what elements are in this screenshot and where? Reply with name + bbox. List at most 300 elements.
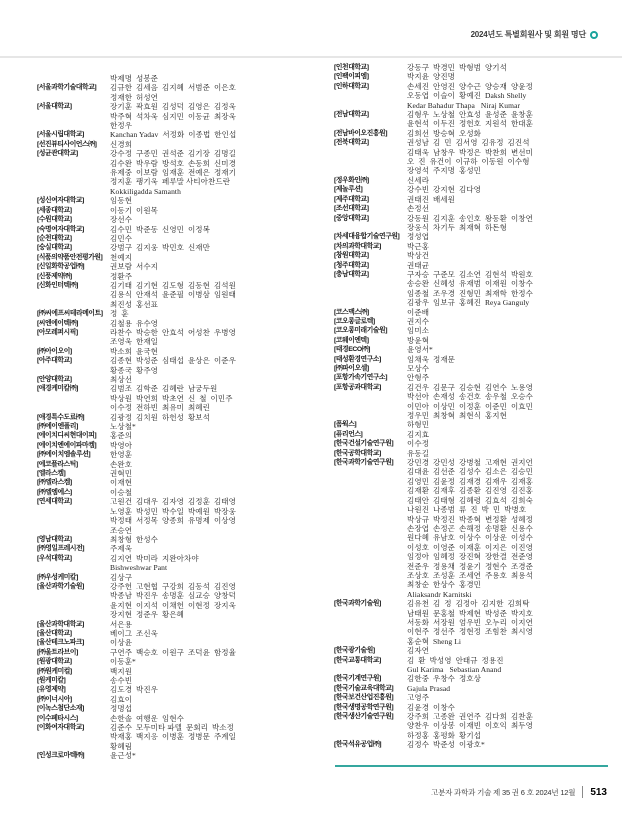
member-entry — [37, 234, 322, 243]
member-names — [407, 317, 607, 326]
organization-label: [정우화인㈜] — [334, 176, 369, 184]
footer-divider — [582, 786, 583, 798]
organization-label: [씨엔에이텍㈜] — [37, 319, 78, 327]
member-names — [110, 751, 322, 760]
organization-label: [한국기술교육대학교] — [334, 684, 394, 692]
member-names-line: 박소희 윤국현 — [110, 346, 159, 356]
member-names-line: 고원건 김대우 김자영 김정훈 김태영 — [110, 497, 236, 507]
member-names — [110, 620, 322, 629]
member-names-line: 주제욱 — [110, 544, 133, 554]
member-names — [110, 469, 322, 478]
member-names — [407, 345, 607, 354]
member-entry — [334, 430, 607, 439]
member-names-line: 강수빈 강지현 김다영 — [407, 185, 482, 195]
member-names-line: 신세라 — [407, 175, 430, 185]
page-footer — [431, 786, 607, 798]
member-names-line: 라찬수 박승한 안효석 어성찬 우병영 — [110, 327, 236, 337]
member-names — [407, 458, 607, 599]
member-entry — [37, 723, 322, 751]
organization-label: [에코플라스틱] — [37, 460, 78, 468]
member-names-line: 장선수 — [110, 215, 133, 225]
member-entry — [37, 431, 322, 440]
organization-label: [한국교통대학교] — [334, 656, 381, 664]
organization-label: [조선대학교] — [334, 205, 369, 213]
member-names-line: 정지훈 팽기욱 페루말 사티아찬드란 — [110, 177, 231, 187]
member-names — [110, 714, 322, 723]
member-names-line: 구연주 백승호 이원구 조덕윤 함정율 — [110, 647, 236, 657]
member-entry — [334, 214, 607, 233]
member-names-line: 김도경 박진우 — [110, 685, 159, 695]
member-names-line: 이성호 이영준 이재훈 이지은 이진영 — [407, 542, 533, 552]
member-names — [407, 270, 607, 308]
organization-label: [㈜에이엔폴리] — [37, 423, 78, 431]
member-names-line: 권태균 — [407, 260, 430, 270]
member-names-line: 김규한 김세음 김지혜 서범준 이은호 — [110, 83, 236, 93]
organization-label: [이수페타시스] — [37, 714, 78, 722]
member-entry — [334, 232, 607, 241]
member-entry — [334, 185, 607, 194]
member-names-line: 박정태 서정목 양종희 유명제 이상영 — [110, 516, 236, 526]
member-names-line: 손장엽 손정곤 손해정 송명환 신용수 — [407, 523, 533, 533]
member-names-line: 강주희 고종완 권연주 김다희 김찬훈 — [407, 712, 533, 722]
member-names-line: 김수완 박우람 방석호 손동희 신미경 — [110, 158, 236, 168]
member-names-line: 임미소 — [407, 326, 430, 336]
member-names — [407, 703, 607, 712]
member-names-line: 박선아 손재성 송건호 송우철 오승수 — [407, 392, 533, 402]
member-entry — [37, 74, 322, 83]
member-names-line: 김효이 — [110, 694, 133, 704]
member-entry — [334, 373, 607, 382]
section-end-rule — [335, 765, 608, 767]
member-names — [407, 355, 607, 364]
organization-label: [우석대학교] — [37, 554, 72, 562]
member-names — [110, 102, 322, 130]
member-entry — [37, 714, 322, 723]
member-entry — [37, 497, 322, 535]
member-names — [110, 74, 322, 83]
member-entry — [334, 308, 607, 317]
member-names-line: 장영석 주지명 홍성민 — [407, 166, 482, 176]
member-names-line: 강민경 강민성 강병철 고재현 권지언 — [407, 458, 533, 468]
organization-label: [식품의약품안전평가원] — [37, 253, 103, 261]
member-entry — [334, 110, 607, 129]
member-names-line: 박지윤 양진명 — [407, 72, 456, 82]
page-header — [0, 0, 622, 58]
organization-label: [에이치엔에이파마켐] — [37, 441, 97, 449]
organization-label: [㈜엘엠에스] — [37, 488, 72, 496]
member-names-line: 서은용 — [110, 619, 133, 629]
member-names-line: 이재현 — [110, 478, 133, 488]
member-names — [407, 195, 607, 204]
organization-label: [한국과학기술연구원] — [334, 459, 394, 467]
member-names-line: 박제명 성봉준 — [110, 74, 159, 83]
organization-label: [한국석유공업㈜] — [334, 741, 382, 749]
organization-label: [폼웍스] — [334, 421, 357, 429]
member-entry — [37, 384, 322, 412]
member-names-line: 장기훈 곽효원 김성덕 김영은 김정욱 — [110, 102, 236, 112]
organization-label: [신풍제약㈜] — [37, 272, 72, 280]
organization-label: [포항가속기연구소] — [334, 374, 388, 382]
member-names-line: 권성남 김 민 김서영 김유정 김진석 — [407, 138, 530, 148]
member-names — [110, 83, 322, 102]
organization-label: [인천대학교] — [334, 64, 369, 71]
organization-label: [서울과학기술대학교] — [37, 84, 97, 92]
member-names — [110, 478, 322, 487]
organization-label: [숙명여자대학교] — [37, 225, 84, 233]
organization-label: [중앙대학교] — [334, 214, 369, 222]
organization-label: [애경특수도료㈜] — [37, 413, 85, 421]
member-names — [407, 439, 607, 448]
member-names-line: Kanchan Yadav 서정화 이종법 한인섭 — [110, 130, 237, 140]
member-names — [110, 431, 322, 440]
member-list-column-right — [334, 63, 607, 761]
member-entry — [37, 544, 322, 553]
member-names-line: 박종남 박진우 송명훈 심교승 양창덕 — [110, 591, 236, 601]
member-entry — [334, 674, 607, 683]
footer-journal-title: 고분자 과학과 기술 제 35 권 6 호 2024년 12월 — [431, 787, 576, 797]
member-names-line: 신경희 — [110, 139, 133, 149]
member-names — [110, 149, 322, 196]
organization-label: [울산대학교] — [37, 629, 72, 637]
member-names-line: 윤지현 이지석 이채헌 이현정 장지욱 — [110, 600, 236, 610]
member-entry — [37, 149, 322, 196]
member-names-line: 박상건 — [407, 251, 430, 261]
member-entry — [37, 695, 322, 704]
organization-label: [㈜울트라브이] — [37, 648, 78, 656]
member-entry — [37, 272, 322, 281]
member-names — [407, 449, 607, 458]
member-names — [407, 204, 607, 213]
organization-label: [유영제약] — [37, 686, 66, 694]
member-entry — [37, 460, 322, 469]
member-names-line: 오 진 유건이 이규하 이동원 이수형 — [407, 157, 530, 167]
member-names-line: Kedar Bahadur Thapa Niraj Kumar — [407, 100, 521, 110]
organization-label: [아주대학교] — [37, 357, 72, 365]
member-names-line: 안형주 — [407, 373, 430, 383]
member-names-line: 조상호 조성훈 조세연 주용호 최용석 — [407, 570, 533, 580]
member-entry — [37, 441, 322, 450]
member-names-line: 권혁민 — [110, 469, 133, 479]
member-entry — [37, 638, 322, 647]
organization-label: [태성환경연구소] — [334, 355, 381, 363]
member-names-line: 임종철 조우경 진형민 최재학 한정수 — [407, 288, 533, 298]
member-names-line: 김지효 — [407, 429, 430, 439]
member-entry — [37, 328, 322, 347]
member-names — [110, 460, 322, 469]
member-names-line: 김상구 — [110, 572, 133, 582]
organization-label: [한국과학기술원] — [334, 600, 381, 608]
member-names — [110, 243, 322, 252]
member-entry — [334, 693, 607, 702]
member-names-line: 강범구 김지웅 박민호 신재만 — [110, 243, 210, 253]
organization-label: [제놀루션] — [334, 186, 363, 194]
member-entry — [334, 458, 607, 599]
member-entry — [334, 383, 607, 421]
member-names — [110, 281, 322, 309]
organization-label: [코오롱글로텍] — [334, 317, 375, 325]
organization-label: [인팩이피엠] — [334, 73, 369, 81]
member-names-line: 나원진 나종범 류 진 박 민 박병호 — [407, 505, 527, 515]
section-marker-icon — [590, 31, 598, 39]
member-entry — [334, 712, 607, 740]
member-names-line: 김범조 김학준 김혜란 남궁두원 — [110, 384, 218, 394]
organization-label: [성신여자대학교] — [37, 197, 84, 205]
member-names-line: 방윤혁 — [407, 335, 430, 345]
member-names-line: 김희선 방승혁 오성화 — [407, 128, 482, 138]
member-names — [407, 430, 607, 439]
member-entry — [37, 243, 322, 252]
member-names-line: 김자연 — [407, 646, 430, 656]
member-entry — [334, 656, 607, 675]
member-entry — [37, 573, 322, 582]
member-names-line: 정환주 — [110, 271, 133, 281]
member-names-line: 권지수 — [407, 316, 430, 326]
organization-label: [포항공과대학교] — [334, 383, 381, 391]
member-names-line: 유제중 이보람 임재훈 전예은 정재기 — [110, 168, 236, 178]
member-names — [110, 234, 322, 243]
member-names-line: 이준배 — [407, 307, 430, 317]
member-names — [110, 140, 322, 149]
member-names-line: Bishweshwar Pant — [110, 563, 168, 573]
organization-label: [한국광기술원] — [334, 647, 375, 655]
member-names — [110, 422, 322, 431]
member-entry — [37, 262, 322, 271]
organization-label: [㈜엘라스켐] — [37, 479, 72, 487]
member-names — [110, 206, 322, 215]
member-entry — [37, 648, 322, 657]
organization-label: [전남바이오진흥원] — [334, 129, 388, 137]
organization-label: [퓨리언스] — [334, 430, 363, 438]
member-names-line: 노상철* — [110, 422, 136, 432]
member-entry — [37, 206, 322, 215]
member-names — [110, 328, 322, 347]
member-entry — [37, 535, 322, 544]
member-names-line: 양찬우 이상봉 이재빈 이호익 최두영 — [407, 721, 533, 731]
member-entry — [334, 204, 607, 213]
member-names-line: 박주혁 석차욱 심지민 이동균 최장욱 — [110, 111, 236, 121]
member-names-line: 강수정 구종민 권석준 김기장 김명길 — [110, 149, 236, 159]
member-entry — [37, 685, 322, 694]
member-names-line: 이수정 전하빈 최유미 최혜린 — [110, 403, 210, 413]
member-entry — [334, 703, 607, 712]
member-entry — [334, 176, 607, 185]
member-entry — [37, 554, 322, 573]
member-entry — [334, 261, 607, 270]
member-names-line: Gajula Prasad — [407, 683, 451, 693]
member-names-line: 임동현 — [110, 196, 133, 206]
member-names — [110, 450, 322, 459]
member-entry — [37, 676, 322, 685]
member-entry — [37, 347, 322, 356]
member-names-line: 박상규 박정진 박종혁 변정환 성혜정 — [407, 514, 533, 524]
member-entry — [37, 215, 322, 224]
member-names-line: 이승철 — [110, 487, 133, 497]
member-names-line: 권보람 서수지 — [110, 262, 159, 272]
member-names-line: 김 환 박성영 안태규 정용진 — [407, 655, 504, 665]
member-names — [110, 648, 322, 657]
member-names — [110, 554, 322, 573]
organization-label: [한국보건산업진흥원] — [334, 694, 394, 702]
member-names-line: 정우민 최창혁 최현식 홍지현 — [407, 411, 507, 421]
member-names-line: 오동엽 이슬이 황예진 Daksh Shelly — [407, 91, 527, 101]
member-names — [407, 364, 607, 373]
organization-label: [창원대학교] — [334, 252, 369, 260]
member-names-line: 서동화 서장원 엄우빈 오누리 이지연 — [407, 617, 533, 627]
member-names-line: 김기태 김기현 김도형 김동현 김석원 — [110, 280, 236, 290]
organization-label: [㈜우성케미칼] — [37, 573, 78, 581]
member-names-line: 이민아 이상민 이정훈 이준민 이효민 — [407, 401, 533, 411]
member-names-line: 윤근성* — [110, 751, 136, 761]
organization-label: [수원대학교] — [37, 216, 72, 224]
member-names-line: Aliaksandr Karnitski — [407, 589, 472, 599]
member-names-line: 김광정 김치원 하헌성 황보석 — [110, 412, 210, 422]
member-names-line: 홍준의 — [110, 431, 133, 441]
member-names-line: 김태욱 남창우 박정은 박찬희 변선미 — [407, 147, 533, 157]
member-names-line: 천예지 — [110, 252, 133, 262]
member-names — [110, 319, 322, 328]
member-entry — [334, 420, 607, 429]
member-names-line: 황종국 황주영 — [110, 365, 159, 375]
member-names-line: 이동훈* — [110, 657, 136, 667]
member-names-line: 김영민 김윤정 김재경 김재우 김재홍 — [407, 476, 533, 486]
member-names — [407, 684, 607, 693]
member-names — [407, 242, 607, 251]
member-entry — [334, 82, 607, 110]
member-names-line: 최상선 — [110, 375, 133, 384]
organization-label: [차세대융합기술연구원] — [334, 233, 400, 241]
member-entry — [37, 657, 322, 666]
member-names-line: 김재환 김재후 김종환 김진영 김진홍 — [407, 486, 533, 496]
organization-label: [신일화학공업㈜] — [37, 263, 85, 271]
organization-label: [엘라스켐] — [37, 470, 66, 478]
member-names — [407, 420, 607, 429]
member-entry — [334, 355, 607, 364]
member-names — [407, 693, 607, 702]
member-names-line: 김광우 임보규 홍혜진 Reya Ganguly — [407, 298, 530, 308]
organization-label: [순천대학교] — [37, 234, 72, 242]
organization-label: [태경ECO㈜] — [334, 346, 370, 354]
member-names-line: 권태진 배세원 — [407, 194, 456, 204]
member-names — [110, 667, 322, 676]
member-names — [110, 196, 322, 205]
organization-label: [울산과학대학교] — [37, 620, 84, 628]
organization-label: [코스맥스㈜] — [334, 308, 369, 316]
member-names — [407, 110, 607, 129]
member-entry — [37, 620, 322, 629]
organization-label: [성균관대학교] — [37, 150, 78, 158]
organization-label: [청주대학교] — [334, 261, 369, 269]
member-names — [407, 326, 607, 335]
member-entry — [37, 356, 322, 375]
member-names-line: 유동길 — [407, 448, 430, 458]
member-names — [407, 383, 607, 421]
organization-label: [영남대학교] — [37, 535, 72, 543]
organization-label: [이화여자대학교] — [37, 724, 84, 732]
member-names-line: 황혜림 — [110, 741, 133, 751]
organization-label: [충남대학교] — [334, 270, 369, 278]
member-entry — [334, 326, 607, 335]
member-names-line: 임정아 임혜정 장진혁 장한결 전준영 — [407, 552, 533, 562]
member-names-line: 홍순혁 Sheng Li — [407, 636, 462, 646]
member-names — [407, 214, 607, 233]
member-names-line: 김철용 유수영 — [110, 318, 159, 328]
member-names-line: Kokkiligadda Samanth — [110, 186, 181, 196]
member-names-line: 김수민 박준동 신영민 이정복 — [110, 224, 210, 234]
member-names-line: 박근홍 — [407, 241, 430, 251]
member-entry — [37, 413, 322, 422]
member-names — [110, 723, 322, 751]
member-names-line: 김민수 — [110, 233, 133, 243]
member-names-line: 손한솔 여행운 임현수 — [110, 713, 185, 723]
organization-label: [㈜아이오이] — [37, 347, 72, 355]
organization-label: [한국생명공학연구원] — [334, 703, 394, 711]
member-entry — [37, 751, 322, 760]
member-names-line: 박영아 — [110, 440, 133, 450]
member-names-line: 김용식 안재석 윤준필 이병삼 임원태 — [110, 290, 236, 300]
member-names-line: 하정홍 홍평화 황기섭 — [407, 730, 482, 740]
member-names-line: 윤현석 이두진 정헌호 지원석 한대훈 — [407, 119, 533, 129]
member-names-line: 김정수 박준성 이광호* — [407, 740, 485, 750]
member-names — [407, 308, 607, 317]
organization-label: [아모레퍼시픽] — [37, 328, 78, 336]
organization-label: [한국생산기술연구원] — [334, 713, 394, 721]
member-names-line: 한영훈 — [110, 450, 133, 460]
member-list — [37, 63, 607, 761]
member-names — [110, 657, 322, 666]
member-names — [110, 441, 322, 450]
member-entry — [37, 140, 322, 149]
member-names — [407, 712, 607, 740]
member-entry — [37, 130, 322, 139]
member-names — [407, 740, 607, 749]
organization-label: [코오롱미래기술원] — [334, 327, 388, 335]
member-names-line: 백지원 — [110, 666, 133, 676]
member-names-line: 이수정 — [407, 439, 430, 449]
footer-page-number: 513 — [590, 786, 607, 798]
organization-label: [㈜영일프레시전] — [37, 545, 85, 553]
member-names-line: 고영주 — [407, 693, 430, 703]
member-entry — [37, 83, 322, 102]
member-names — [407, 251, 607, 260]
member-names-line: 남태원 문홍철 박제현 박성준 박지호 — [407, 608, 533, 618]
member-names-line: 강주헌 고현협 구강희 김동석 김진영 — [110, 581, 236, 591]
member-names-line: 정 훈 — [110, 309, 129, 319]
member-names-line: 이동기 이원목 — [110, 205, 159, 215]
member-names — [110, 225, 322, 234]
member-names — [110, 130, 322, 139]
member-names — [407, 373, 607, 382]
member-entry — [334, 63, 607, 72]
member-entry — [334, 317, 607, 326]
member-entry — [334, 439, 607, 448]
member-entry — [37, 281, 322, 309]
member-names-line: 장웅식 차기두 최재혁 하돈형 — [407, 222, 507, 232]
organization-label: [신화인터텍㈜] — [37, 281, 78, 289]
organization-label: [차의과학대학교] — [334, 242, 381, 250]
member-names-line: 조영욱 한재일 — [110, 337, 159, 347]
member-names — [110, 272, 322, 281]
member-names-line: 송수빈 — [110, 676, 133, 685]
organization-label: [안양대학교] — [37, 376, 72, 383]
member-names — [407, 82, 607, 110]
member-names — [110, 676, 322, 685]
member-names — [110, 695, 322, 704]
member-entry — [37, 319, 322, 328]
organization-label: [한국기계연구원] — [334, 675, 381, 683]
member-entry — [334, 336, 607, 345]
member-entry — [334, 251, 607, 260]
member-names-line: 이상윤 — [110, 638, 133, 648]
